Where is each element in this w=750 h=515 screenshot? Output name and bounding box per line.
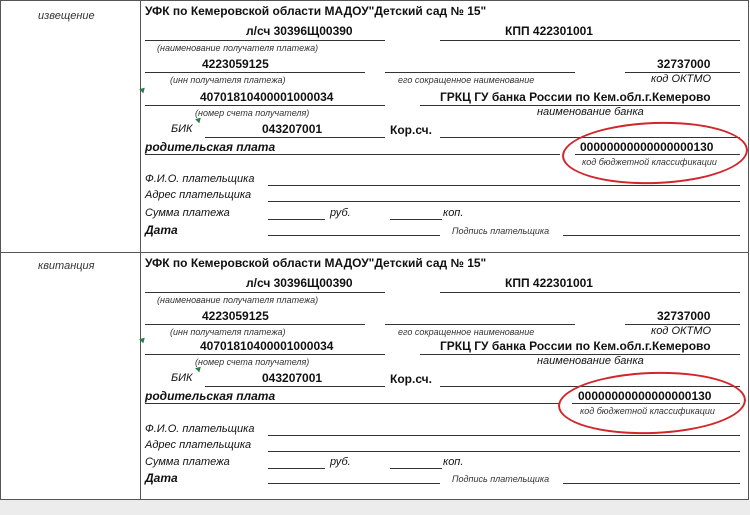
account-line [145,105,385,106]
section-receipt [0,252,750,502]
kop-label: коп. [443,456,464,468]
side-label: извещение [38,10,95,22]
kbk-value: 00000000000000000130 [580,140,714,154]
fio-line[interactable] [268,185,740,186]
oktmo-caption: код ОКТМО [651,73,712,85]
address-line[interactable] [268,451,740,452]
kbk-value: 00000000000000000130 [578,389,712,403]
kbk-caption: код бюджетной классификации [582,157,717,167]
kop-line[interactable] [390,468,442,469]
address-label: Адрес плательщика [145,189,252,201]
short-name-line [385,72,575,73]
short-name-caption: его сокращенное наименование [398,327,535,337]
bik-label: БИК [171,123,193,135]
recipient-name: УФК по Кемеровской области МАДОУ"Детский сад № 15" [145,256,487,270]
rub-label: руб. [330,207,351,219]
bik-value: 043207001 [262,371,323,385]
account-caption: (номер счета получателя) [195,108,310,118]
recipient-name: УФК по Кемеровской области МАДОУ"Детский сад № 15" [145,4,487,18]
signature-label: Подпись плательщика [452,226,550,236]
personal-account: л/сч 30396Щ00390 [246,276,353,290]
recipient-caption: (наименование получателя платежа) [157,43,319,53]
short-name-caption: его сокращенное наименование [398,75,535,85]
inn-caption: (инн получателя платежа) [170,327,286,337]
bik-value: 043207001 [262,122,323,136]
account-caption: (номер счета получателя) [195,357,310,367]
purpose: родительская плата [145,140,276,154]
sum-label: Сумма платежа [145,456,230,468]
korsch-label: Кор.сч. [390,372,432,386]
fio-line[interactable] [268,435,740,436]
oktmo-value: 32737000 [657,57,711,71]
purpose-line [145,403,560,404]
date-line[interactable] [268,483,440,484]
fio-label: Ф.И.О. плательщика [145,423,255,435]
kpp: КПП 422301001 [505,276,593,290]
kbk-highlight-ellipse [557,369,747,438]
inn-line [145,324,365,325]
purpose-line [145,154,560,155]
inn-line [145,72,365,73]
signature-line[interactable] [563,235,740,236]
oktmo-caption: код ОКТМО [651,325,712,337]
bik-line [205,386,385,387]
recipient-line [145,292,385,293]
recipient-caption: (наименование получателя платежа) [157,295,319,305]
account-line [145,354,385,355]
bank-name: ГРКЦ ГУ банка России по Кем.обл.г.Кемерово [440,339,711,353]
rub-line[interactable] [268,219,325,220]
bank-caption: наименование банка [537,106,644,118]
signature-line[interactable] [563,483,740,484]
kop-label: коп. [443,207,464,219]
purpose: родительская плата [145,389,276,403]
corner-mark-icon [139,336,147,344]
korsch-label: Кор.сч. [390,123,432,137]
section-notice [0,0,750,250]
corner-mark-icon [139,86,147,94]
personal-account: л/сч 30396Щ00390 [246,24,353,38]
kpp: КПП 422301001 [505,24,593,38]
rub-label: руб. [330,456,351,468]
kpp-line [440,292,740,293]
rub-line[interactable] [268,468,325,469]
recipient-line [145,40,385,41]
date-line[interactable] [268,235,440,236]
inn-caption: (инн получателя платежа) [170,75,286,85]
date-label: Дата [145,223,178,237]
signature-label: Подпись плательщика [452,474,550,484]
kpp-line [440,40,740,41]
kbk-highlight-ellipse [561,119,749,187]
short-name-line [385,324,575,325]
bank-caption: наименование банка [537,355,644,367]
kop-line[interactable] [390,219,442,220]
address-line[interactable] [268,201,740,202]
address-label: Адрес плательщика [145,439,252,451]
kbk-caption: код бюджетной классификации [580,406,715,416]
account-value: 40701810400001000034 [200,90,334,104]
bik-label: БИК [171,372,193,384]
oktmo-value: 32737000 [657,309,711,323]
sum-label: Сумма платежа [145,207,230,219]
account-value: 40701810400001000034 [200,339,334,353]
inn-value: 4223059125 [202,57,269,71]
bik-line [205,137,385,138]
inn-value: 4223059125 [202,309,269,323]
date-label: Дата [145,471,178,485]
fio-label: Ф.И.О. плательщика [145,173,255,185]
bank-name: ГРКЦ ГУ банка России по Кем.обл.г.Кемерово [440,90,711,104]
bottom-strip [0,500,750,515]
side-label: квитанция [38,260,95,272]
